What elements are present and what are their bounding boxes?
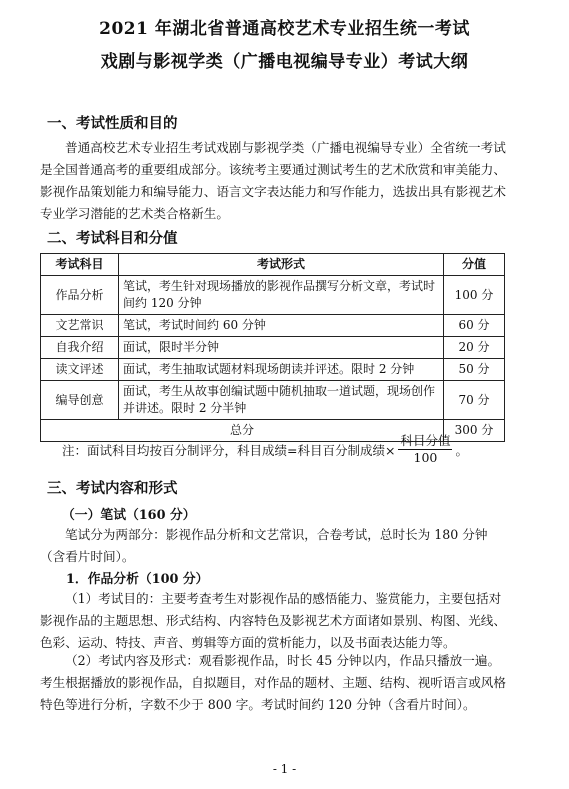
table-header-row: [41, 254, 505, 276]
note-suffix: 。: [455, 442, 468, 458]
table-cell: 笔试，考生针对现场播放的影视作品撰写分析文章，考试时间约 120 分钟: [119, 276, 444, 315]
sub1-paragraph-text: 笔试分为两部分：影视作品分析和文艺常识，合卷考试，总时长为 180 分钟（含看片时间）。: [40, 527, 488, 564]
analysis-purpose-text: （1）考试目的：主要考查考生对影视作品的感悟能力、鉴赏能力，主要包括对影视作品的主题思想、形式结构、内容特色及影视艺术方面诸如景别、构图、光线、色彩、运动、特技、声音、剪辑等方面的赏析能力，以及书面表达能力等。: [40, 591, 506, 650]
sub1-paragraph: [40, 524, 512, 568]
section1-heading: 一、考试性质和目的: [47, 115, 178, 132]
table-cell: 编导创意: [41, 381, 119, 420]
table-cell: 笔试，考试时间约 60 分钟: [119, 315, 444, 337]
table-row: [41, 337, 505, 359]
score-formula-note: [62, 433, 468, 466]
table-cell: 面试，考生抽取试题材料现场朗读并评述。限时 2 分钟: [119, 359, 444, 381]
table-cell: 文艺常识: [41, 315, 119, 337]
table-cell: 60 分: [444, 315, 505, 337]
total-label: 总分: [41, 420, 444, 442]
score-table: [40, 253, 505, 442]
page-number: - 1 -: [272, 762, 297, 776]
table-row: [41, 381, 505, 420]
table-cell: 100 分: [444, 276, 505, 315]
analysis-purpose-paragraph: [40, 588, 512, 654]
table-header: 考试形式: [119, 254, 444, 276]
fraction-denominator: 100: [413, 450, 438, 465]
fraction-numerator: 科目分值: [400, 433, 451, 448]
table-cell: 20 分: [444, 337, 505, 359]
table-cell: 50 分: [444, 359, 505, 381]
table-header: 分值: [444, 254, 505, 276]
sub2-heading: 1．作品分析（100 分）: [66, 572, 209, 587]
section2-heading: 二、考试科目和分值: [47, 230, 178, 247]
table-header: 考试科目: [41, 254, 119, 276]
table-row: [41, 276, 505, 315]
table-row: [41, 359, 505, 381]
section1-paragraph: [40, 137, 512, 225]
document-title-line2: 戏剧与影视学类（广播电视编导专业）考试大纲: [100, 52, 469, 72]
table-row: [41, 315, 505, 337]
sub1-heading: （一）笔试（160 分）: [62, 508, 196, 523]
section3-heading: 三、考试内容和形式: [47, 480, 178, 497]
table-cell: 面试，考生从故事创编试题中随机抽取一道试题，现场创作并讲述。限时 2 分半钟: [119, 381, 444, 420]
total-value: 300 分: [444, 420, 505, 442]
table-cell: 70 分: [444, 381, 505, 420]
score-fraction: [398, 433, 452, 466]
note-prefix: 注：面试科目均按百分制评分，科目成绩=科目百分制成绩×: [62, 442, 396, 458]
table-cell: 读文评述: [41, 359, 119, 381]
document-title-line1: 2021 年湖北省普通高校艺术专业招生统一考试: [99, 19, 470, 39]
section1-paragraph-text: 普通高校艺术专业招生考试戏剧与影视学类（广播电视编导专业）全省统一考试是全国普通高考的重要组成部分。该统考主要通过测试考生的艺术欣赏和审美能力、影视作品策划能力和编导能力、语言文字表达能力和写作能力，选拔出具有影视艺术专业学习潜能的艺术类合格新生。: [40, 140, 506, 221]
table-cell: 面试，限时半分钟: [119, 337, 444, 359]
table-cell: 自我介绍: [41, 337, 119, 359]
analysis-format-text: （2）考试内容及形式：观看影视作品，时长 45 分钟以内，作品只播放一遍。考生根据播放的影视作品，自拟题目，对作品的题材、主题、结构、视听语言或风格特色等进行分析，字数不少于 800 字。考试时间约 120 分钟（含看片时间）。: [40, 653, 506, 712]
analysis-format-paragraph: [40, 650, 512, 716]
table-cell: 作品分析: [41, 276, 119, 315]
